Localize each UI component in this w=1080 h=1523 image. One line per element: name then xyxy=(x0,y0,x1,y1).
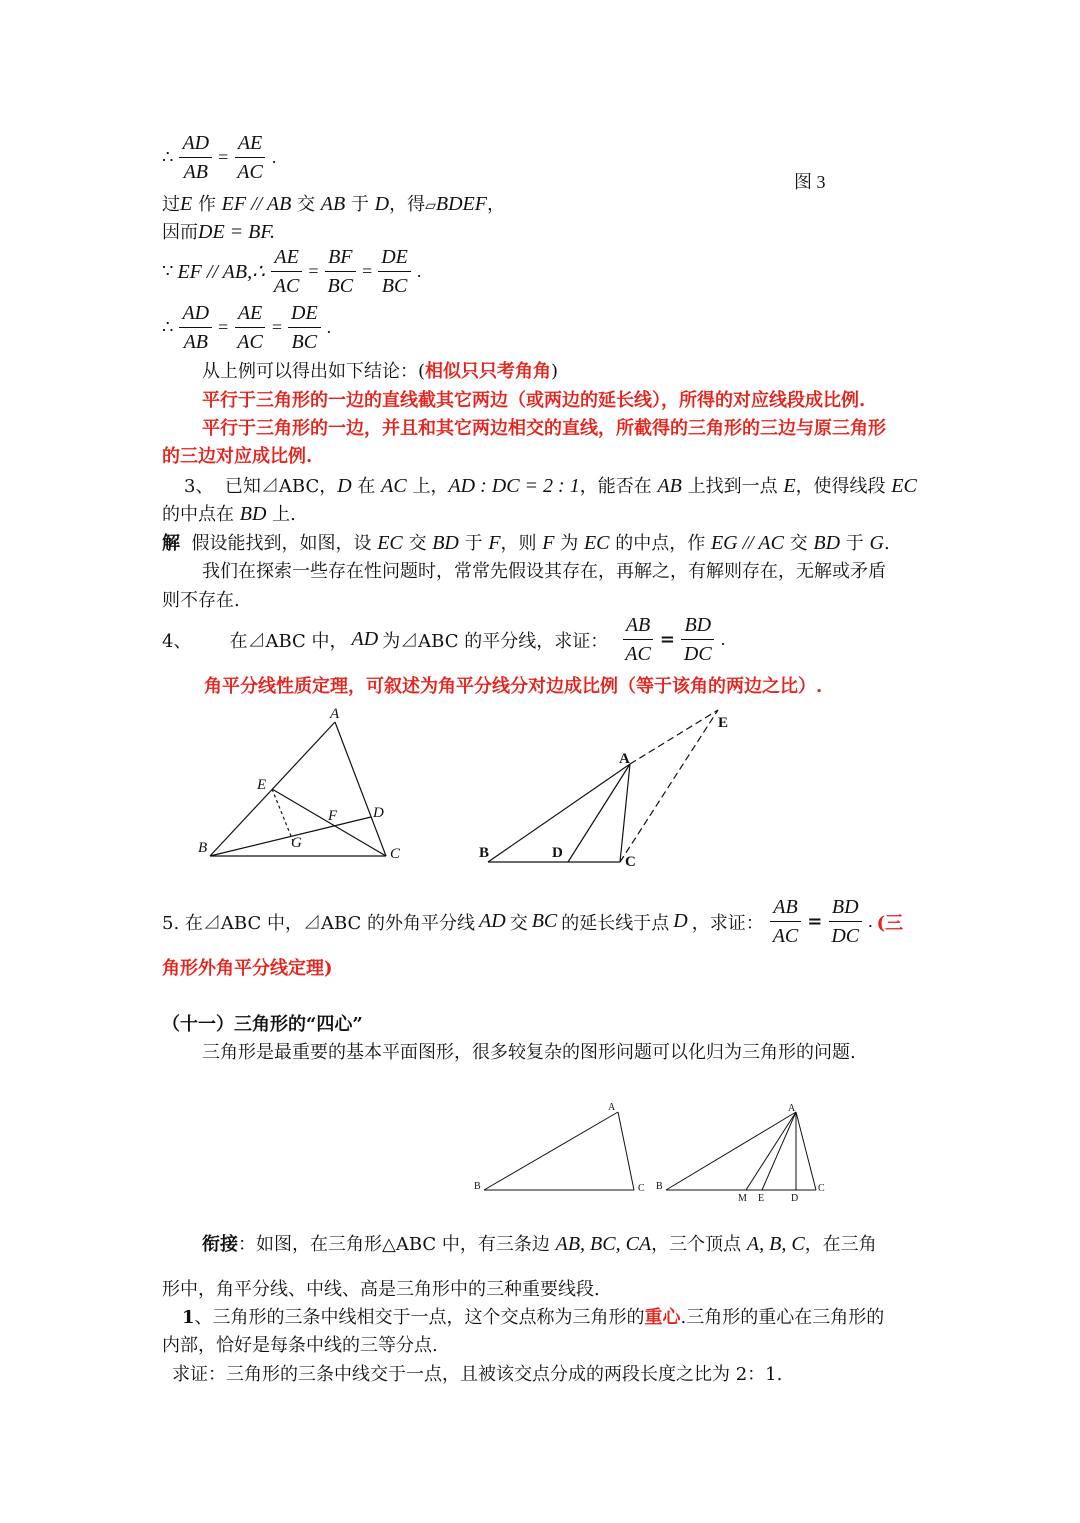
fig1-label-f: F xyxy=(328,808,338,824)
fig2-side-ac xyxy=(620,764,630,862)
fig4-side-ac xyxy=(796,1112,816,1190)
prove-statement: 求证：三角形的三条中线交于一点，且被该交点分成的两段长度之比为 2：1. xyxy=(172,1364,783,1385)
fig1-label-g: G xyxy=(291,835,302,851)
fig2-label-d: D xyxy=(552,845,563,861)
fig1-label-d: D xyxy=(373,805,384,821)
fig2-dashed-ae xyxy=(630,710,718,764)
fig2-segment-ad xyxy=(568,764,630,862)
point-1-cont: 内部，恰好是每条中线的三等分点. xyxy=(162,1335,438,1356)
fig1-label-a: A xyxy=(330,706,340,722)
conclusion-intro: 从上例可以得出如下结论：(相似只只考角角) xyxy=(202,361,559,382)
rule-2-line-b: 的三边对应成比例. xyxy=(162,446,313,467)
fig3-side-ab xyxy=(484,1112,618,1190)
figure-3-label: 图 3 xyxy=(794,172,826,192)
figure-plain-triangle xyxy=(468,1098,658,1198)
fig1-segment-eg xyxy=(272,789,293,841)
figure-bisector-extension xyxy=(470,700,740,870)
link-paragraph-cont: 形中，角平分线、中线、高是三角形中的三种重要线段. xyxy=(162,1279,600,1300)
fig2-label-e: E xyxy=(718,715,729,731)
section-11-title: （十一）三角形的“四心” xyxy=(162,1014,363,1035)
explore-line-b: 则不存在. xyxy=(162,590,240,611)
fig4-label-a: A xyxy=(788,1103,796,1114)
figure-triangle-efdg xyxy=(190,700,420,870)
external-bisector-theorem: 角形外角平分线定理) xyxy=(162,958,333,979)
point-1-centroid: 1、三角形的三条中线相交于一点，这个交点称为三角形的重心.三角形的重心在三角形的 xyxy=(182,1307,885,1328)
figure-triangle-cevians xyxy=(650,1098,840,1208)
fig4-label-d: D xyxy=(791,1193,799,1204)
eq-therefore-2: ∴ $\frac{AD}{AB}$ = $\frac{AE}{AC}$ = $\frac{DE}{BC}$ . xyxy=(162,302,332,353)
rule-1: 平行于三角形的一边的直线截其它两边（或两边的延长线），所得的对应线段成比例. xyxy=(202,390,866,411)
fig4-label-c: C xyxy=(818,1183,825,1194)
fig3-label-a: A xyxy=(608,1102,616,1113)
fig2-label-a: A xyxy=(619,751,630,767)
problem-5: 5. 在⊿ABC 中，⊿ABC 的外角平分线 AD 交 BC 的延长线于点 D ，求证： $\frac{AB}{AC}$ = $\frac{BD}{DC}$ . (三 xyxy=(162,896,904,947)
eq-therefore-1: ∴ $\frac{AD}{AB}$ = $\frac{AE}{AC}$ . xyxy=(162,132,277,183)
explore-line-a: 我们在探索一些存在性问题时，常常先假设其存在，再解之，有解则存在，无解或矛盾 xyxy=(202,561,886,582)
fig1-label-b: B xyxy=(198,840,208,856)
fig4-side-ab xyxy=(666,1112,796,1190)
fig3-label-b: B xyxy=(474,1181,481,1192)
fig2-dashed-ce xyxy=(620,710,718,862)
line-de-eq-bf: 因而DE = BF. xyxy=(162,221,276,243)
line-ef-parallel: 过E 作 EF // AB 交 AB 于 D，得▱BDEF， xyxy=(162,193,505,215)
fig4-label-e: E xyxy=(758,1193,765,1204)
fig3-side-ac xyxy=(618,1112,634,1190)
fig2-label-c: C xyxy=(625,854,636,870)
fig1-side-ac xyxy=(335,722,386,856)
solution-3: 解 假设能找到，如图，设 EC 交 BD 于 F，则 F 为 EC 的中点，作 EG // AC 交 BD 于 G. xyxy=(162,532,890,554)
problem-4: 4、 在⊿ABC 中， AD 为⊿ABC 的平分线，求证： $\frac{AB}{AC}$ = $\frac{BD}{DC}$ . xyxy=(162,614,726,665)
fig4-label-m: M xyxy=(738,1193,747,1204)
fig4-label-b: B xyxy=(656,1181,663,1192)
fig4-bisector-ae xyxy=(762,1112,796,1190)
fig1-label-e: E xyxy=(257,777,267,793)
link-paragraph: 衔接：如图，在三角形△ABC 中，有三条边 AB, BC, CA，三个顶点 A, B, C，在三角 xyxy=(202,1233,877,1255)
fig3-label-c: C xyxy=(638,1183,645,1194)
section-11-intro: 三角形是最重要的基本平面图形，很多较复杂的图形问题可以化归为三角形的问题. xyxy=(202,1042,856,1063)
fig1-label-c: C xyxy=(390,846,401,862)
fig4-median-am xyxy=(746,1112,796,1190)
angle-bisector-theorem: 角平分线性质定理，可叙述为角平分线分对边成比例（等于该角的两边之比）. xyxy=(204,676,823,697)
fig2-label-b: B xyxy=(479,845,490,861)
rule-2-line-a: 平行于三角形的一边，并且和其它两边相交的直线，所截得的三角形的三边与原三角形 xyxy=(202,418,886,439)
problem-3-cont: 的中点在 BD 上. xyxy=(162,503,296,525)
eq-because: ∵ EF // AB,∴ $\frac{AE}{AC}$ = $\frac{BF}{BC}$ = $\frac{DE}{BC}$ . xyxy=(162,246,422,297)
problem-3: 3、 已知⊿ABC，D 在 AC 上，AD : DC = 2 : 1，能否在 AB 上找到一点 E，使得线段 EC xyxy=(184,475,917,497)
